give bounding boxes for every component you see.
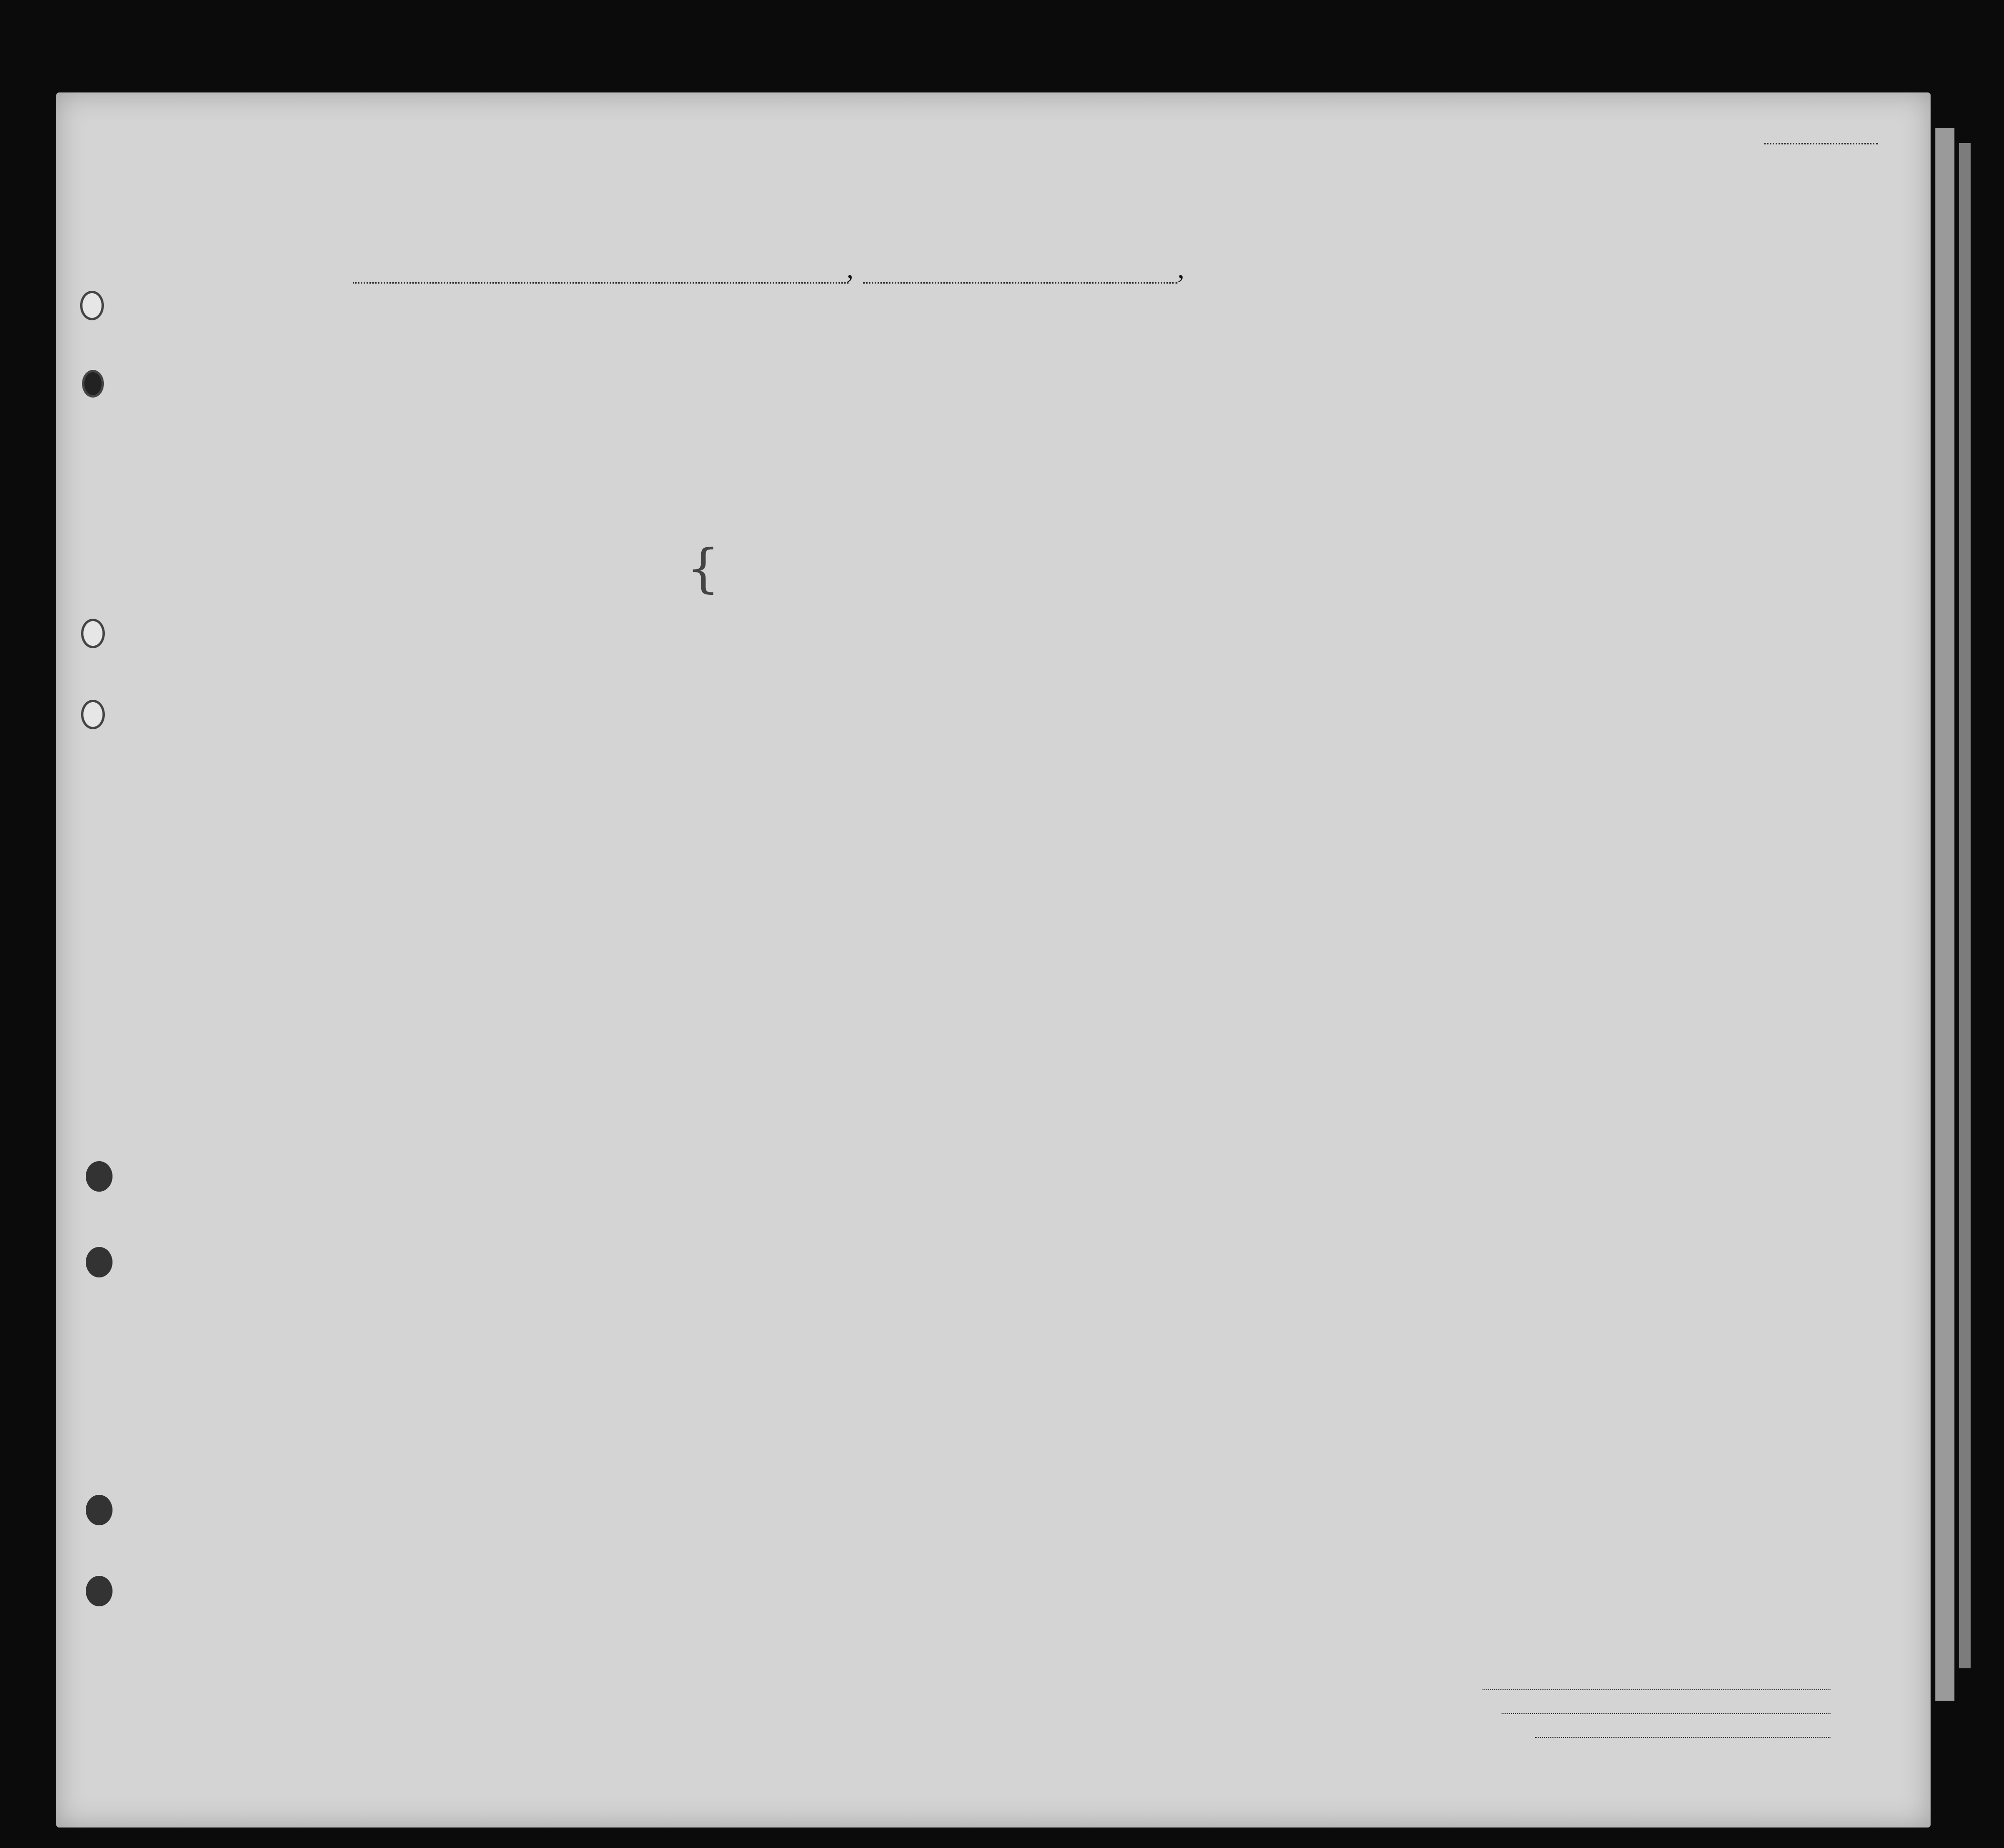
binder-hole-6 xyxy=(86,1247,112,1277)
binder-hole-3 xyxy=(81,619,105,648)
binder-hole-2 xyxy=(82,370,104,398)
binder-hole-5 xyxy=(86,1161,112,1192)
agents-field xyxy=(1535,1737,1830,1738)
binder-hole-1 xyxy=(80,291,104,320)
brace-mark: { xyxy=(686,538,720,599)
comma-2: , xyxy=(1177,253,1185,284)
line-field xyxy=(1483,1689,1830,1690)
binder-hole-8 xyxy=(86,1576,112,1606)
comma-1: , xyxy=(847,253,854,284)
binder-hole-4 xyxy=(81,700,105,729)
owners-field xyxy=(1502,1713,1830,1714)
binder-hole-7 xyxy=(86,1495,112,1525)
